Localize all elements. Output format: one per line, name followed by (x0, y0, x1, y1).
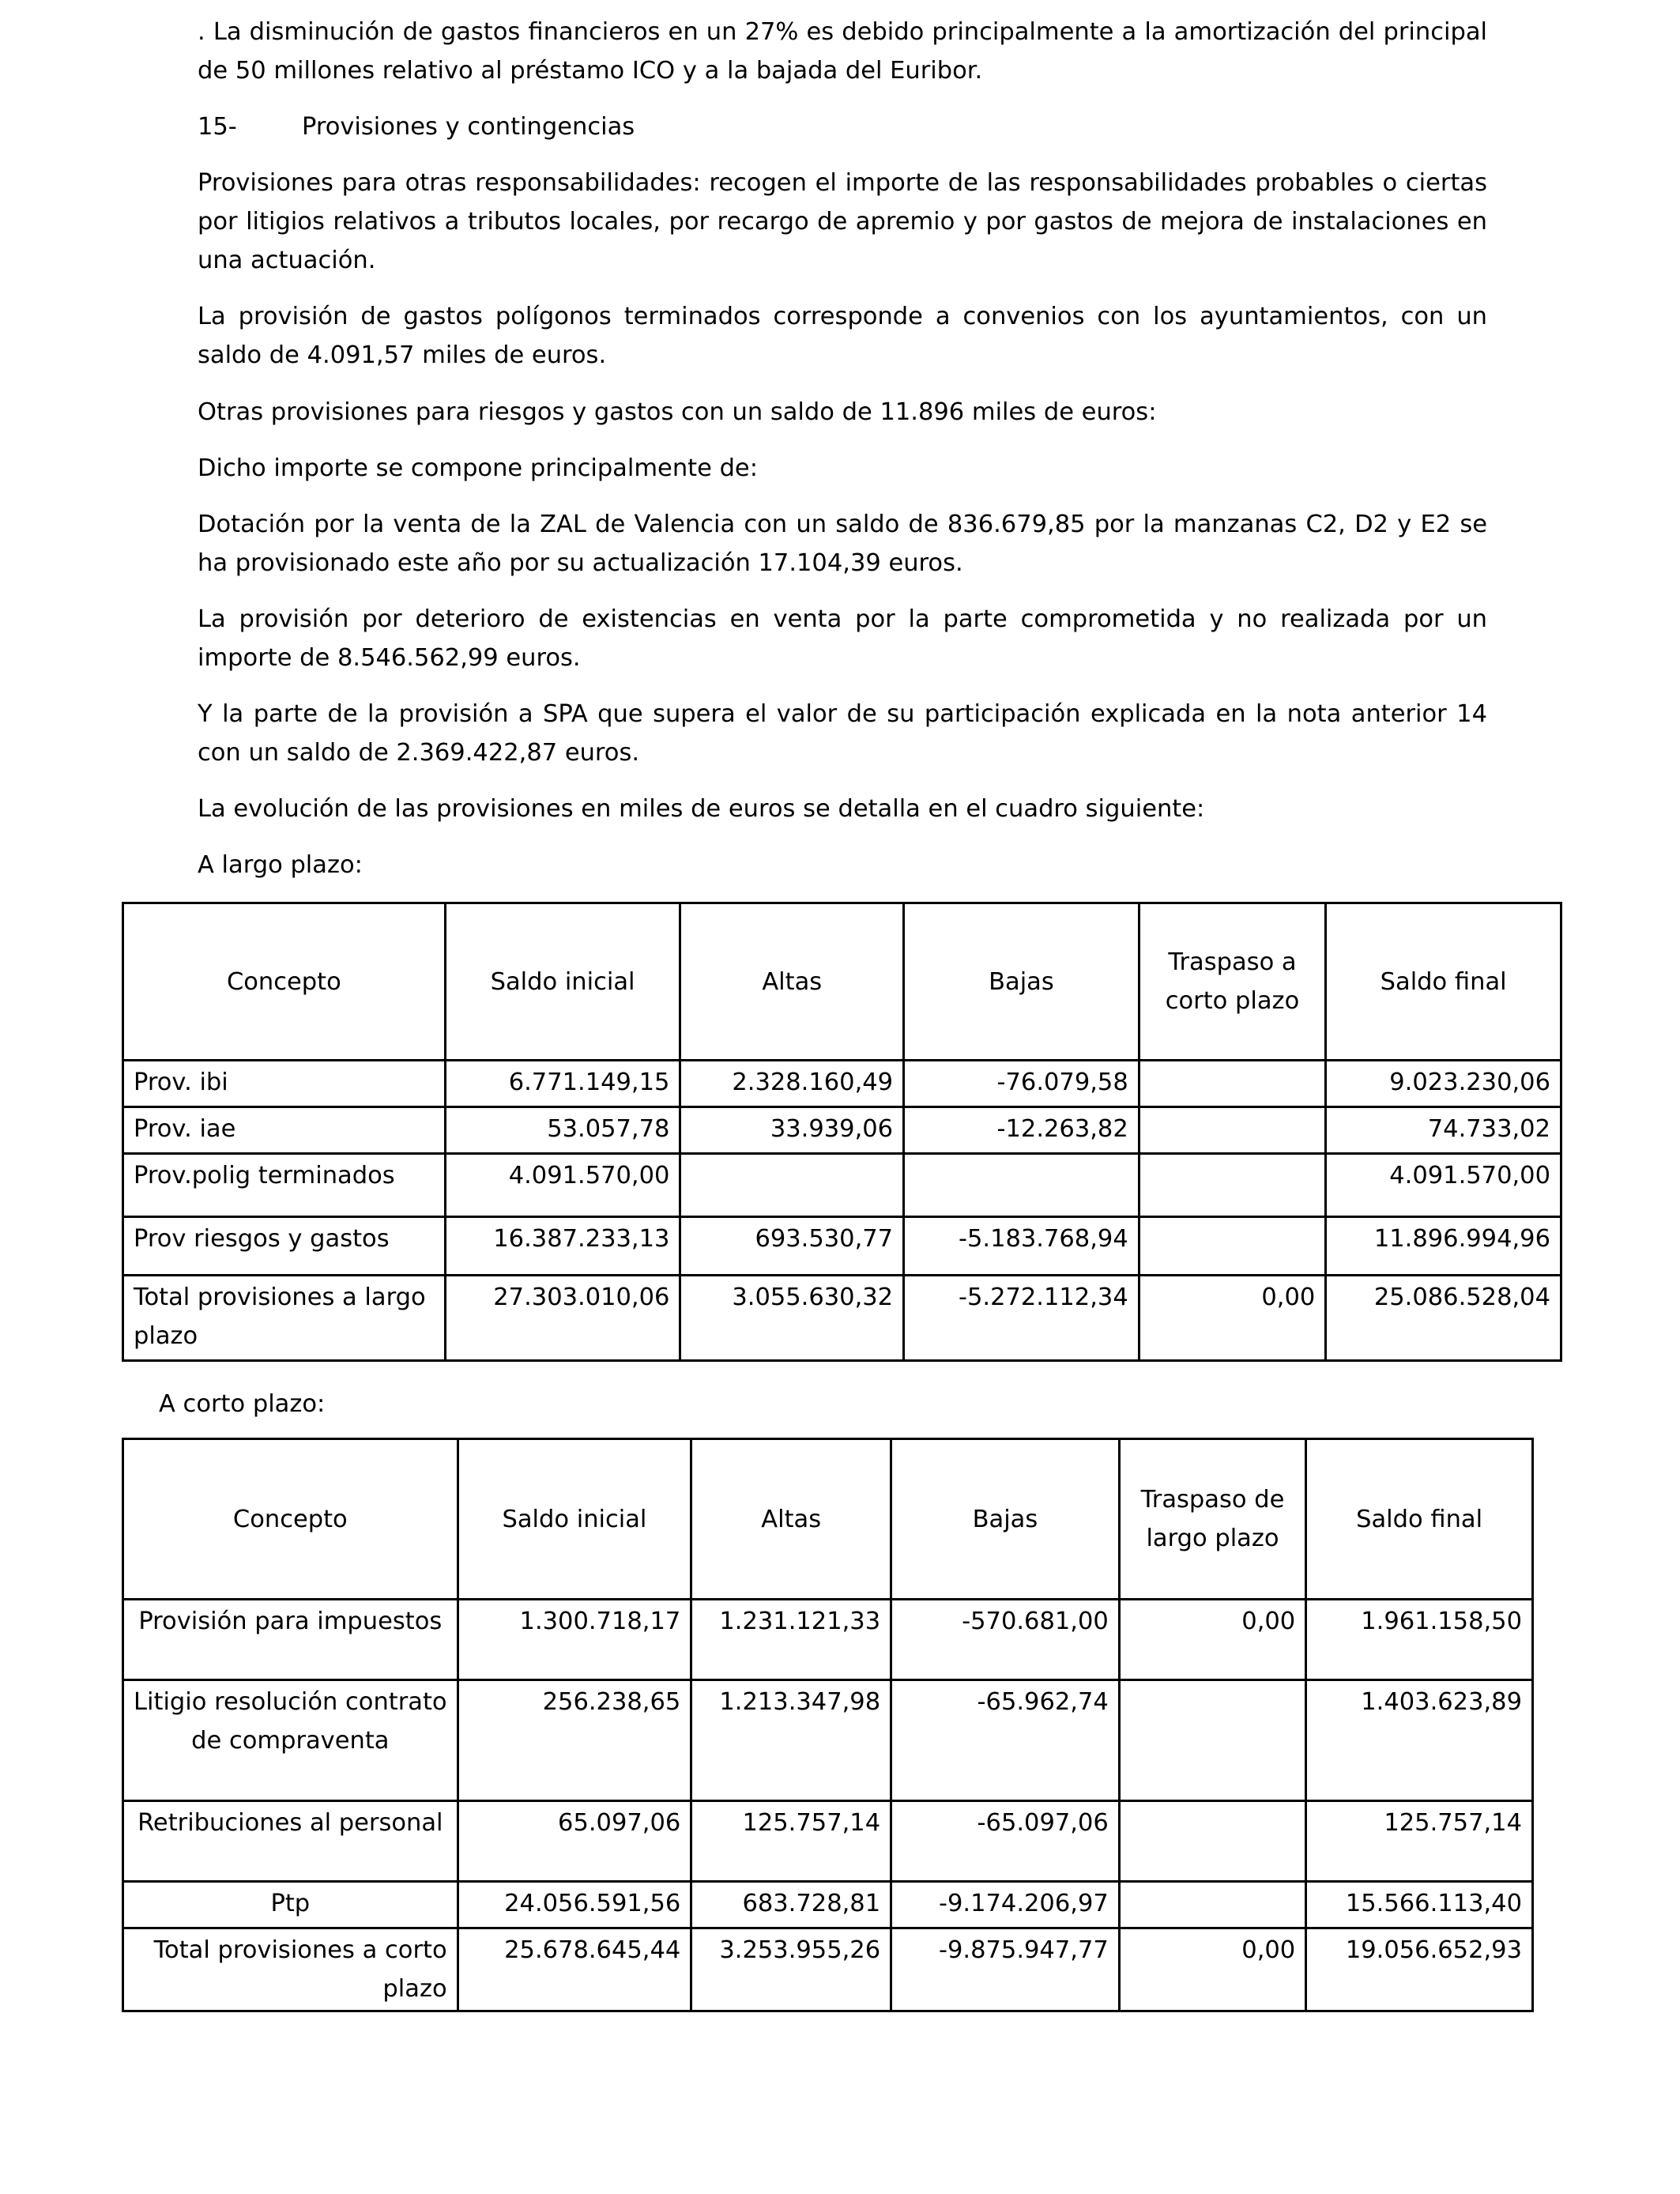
paragraph-other-provisions: Otras provisiones para riesgos y gastos con un saldo de 11.896 miles de euros: (198, 398, 1157, 426)
table-cell: 9.023.230,06 (1326, 1061, 1561, 1107)
table-cell: 1.403.623,89 (1306, 1680, 1533, 1801)
table-cell: -65.097,06 (891, 1801, 1120, 1882)
label-short-term: A corto plazo: (159, 1390, 326, 1418)
table-cell: 0,00 (1139, 1276, 1326, 1361)
table-cell (1139, 1154, 1326, 1217)
table-cell: 0,00 (1119, 1600, 1305, 1680)
table-cell: 125.757,14 (691, 1801, 891, 1882)
table-cell: 3.055.630,32 (680, 1276, 904, 1361)
table-cell (1139, 1217, 1326, 1276)
table-cell: 15.566.113,40 (1306, 1882, 1533, 1928)
table-total-row (123, 1276, 1561, 1361)
table-cell: 65.097,06 (458, 1801, 691, 1882)
table-cell: Total provisiones a corto plazo (123, 1928, 458, 2011)
table-cell: 1.231.121,33 (691, 1600, 891, 1680)
paragraph-zal-valencia: Dotación por la venta de la ZAL de Valencia con un saldo de 836.679,85 por la manzanas C2, D2 y E2 se ha provisionado este año por su actualización 17.104,39 euros. (198, 511, 1487, 577)
table-cell (904, 1154, 1139, 1217)
table-cell: 1.961.158,50 (1306, 1600, 1533, 1680)
header-cell: Bajas (904, 903, 1139, 1061)
paragraph-financial-expenses: . La disminución de gastos financieros en un 27% es debido principalmente a la amortización del principal de 50 millones relativo al préstamo ICO y a la bajada del Euribor. (198, 18, 1487, 85)
table-cell: -65.962,74 (891, 1680, 1120, 1801)
table-cell: -5.272.112,34 (904, 1276, 1139, 1361)
table-cell: 25.086.528,04 (1326, 1276, 1561, 1361)
header-cell: Concepto (123, 1439, 458, 1600)
header-cell: Saldo final (1306, 1439, 1533, 1600)
table-cell: 3.253.955,26 (691, 1928, 891, 2011)
table-cell (1139, 1061, 1326, 1107)
table-cell: Retribuciones al personal (123, 1801, 458, 1882)
table-cell (680, 1154, 904, 1217)
table-cell: 19.056.652,93 (1306, 1928, 1533, 2011)
table-cell: 33.939,06 (680, 1107, 904, 1154)
table-cell: 1.300.718,17 (458, 1600, 691, 1680)
header-cell: Bajas (891, 1439, 1120, 1600)
short-term-provisions-table (122, 1438, 1534, 2012)
table-cell: 74.733,02 (1326, 1107, 1561, 1154)
table-cell: 53.057,78 (445, 1107, 680, 1154)
paragraph-polygons-provision: La provisión de gastos polígonos terminados corresponde a convenios con los ayuntamientos, con un saldo de 4.091,57 miles de euros. (198, 303, 1487, 369)
table-row (123, 1217, 1561, 1276)
table-row (123, 1882, 1533, 1928)
header-cell: Saldo inicial (458, 1439, 691, 1600)
section-number: 15- (198, 113, 237, 141)
table-cell: -12.263,82 (904, 1107, 1139, 1154)
table-cell: -76.079,58 (904, 1061, 1139, 1107)
table-cell (1119, 1801, 1305, 1882)
header-cell: Altas (680, 903, 904, 1061)
table-cell: Prov.polig terminados (123, 1154, 446, 1217)
table-cell (1119, 1882, 1305, 1928)
header-cell: Altas (691, 1439, 891, 1600)
table-header-row (123, 1439, 1533, 1600)
table-row (123, 1801, 1533, 1882)
table-cell: 125.757,14 (1306, 1801, 1533, 1882)
table-row (123, 1680, 1533, 1801)
long-term-provisions-table (122, 902, 1562, 1362)
paragraph-spa-provision: Y la parte de la provisión a SPA que supera el valor de su participación explicada en la nota anterior 14 con un saldo de 2.369.422,87 euros. (198, 700, 1487, 767)
table-cell: Total provisiones a largo plazo (123, 1276, 446, 1361)
table-cell: 1.213.347,98 (691, 1680, 891, 1801)
table-cell (1139, 1107, 1326, 1154)
header-cell: Concepto (123, 903, 446, 1061)
table-cell: -9.174.206,97 (891, 1882, 1120, 1928)
table-cell: 2.328.160,49 (680, 1061, 904, 1107)
table-cell: 4.091.570,00 (1326, 1154, 1561, 1217)
paragraph-composition: Dicho importe se compone principalmente de: (198, 454, 758, 482)
section-heading (198, 107, 635, 146)
table-cell: Prov. ibi (123, 1061, 446, 1107)
section-title: Provisiones y contingencias (302, 113, 635, 141)
table-cell: -5.183.768,94 (904, 1217, 1139, 1276)
table-cell: 0,00 (1119, 1928, 1305, 2011)
table-cell: Provisión para impuestos (123, 1600, 458, 1680)
table-cell: 27.303.010,06 (445, 1276, 680, 1361)
table-cell: 683.728,81 (691, 1882, 891, 1928)
table-cell: 24.056.591,56 (458, 1882, 691, 1928)
table-cell: 4.091.570,00 (445, 1154, 680, 1217)
table-cell: -9.875.947,77 (891, 1928, 1120, 2011)
paragraph-evolution-intro: La evolución de las provisiones en miles de euros se detalla en el cuadro siguiente: (198, 795, 1205, 823)
table-cell: 6.771.149,15 (445, 1061, 680, 1107)
header-cell: Traspaso de largo plazo (1119, 1439, 1305, 1600)
paragraph-inventory-impairment: La provisión por deterioro de existencias en venta por la parte comprometida y no realizada por un importe de 8.546.562,99 euros. (198, 605, 1487, 672)
table-cell: Prov. iae (123, 1107, 446, 1154)
table-cell (1119, 1680, 1305, 1801)
header-cell: Traspaso a corto plazo (1139, 903, 1326, 1061)
table-cell: 11.896.994,96 (1326, 1217, 1561, 1276)
table-cell: 16.387.233,13 (445, 1217, 680, 1276)
header-cell: Saldo final (1326, 903, 1561, 1061)
table-cell: 25.678.645,44 (458, 1928, 691, 2011)
table-cell: Ptp (123, 1882, 458, 1928)
header-cell: Saldo inicial (445, 903, 680, 1061)
table-row (123, 1061, 1561, 1107)
table-row (123, 1154, 1561, 1217)
table-header-row (123, 903, 1561, 1061)
table-cell: 256.238,65 (458, 1680, 691, 1801)
paragraph-other-responsibilities: Provisiones para otras responsabilidades: recogen el importe de las responsabilidades probables o ciertas por litigios relativos a tributos locales, por recargo de apremio y por gastos de mejora de instalaciones en una actuación. (198, 169, 1487, 274)
table-cell: -570.681,00 (891, 1600, 1120, 1680)
label-long-term: A largo plazo: (198, 851, 363, 879)
table-cell: 693.530,77 (680, 1217, 904, 1276)
table-cell: Litigio resolución contrato de compraventa (123, 1680, 458, 1801)
table-row (123, 1107, 1561, 1154)
table-cell: Prov riesgos y gastos (123, 1217, 446, 1276)
table-total-row (123, 1928, 1533, 2011)
table-row (123, 1600, 1533, 1680)
